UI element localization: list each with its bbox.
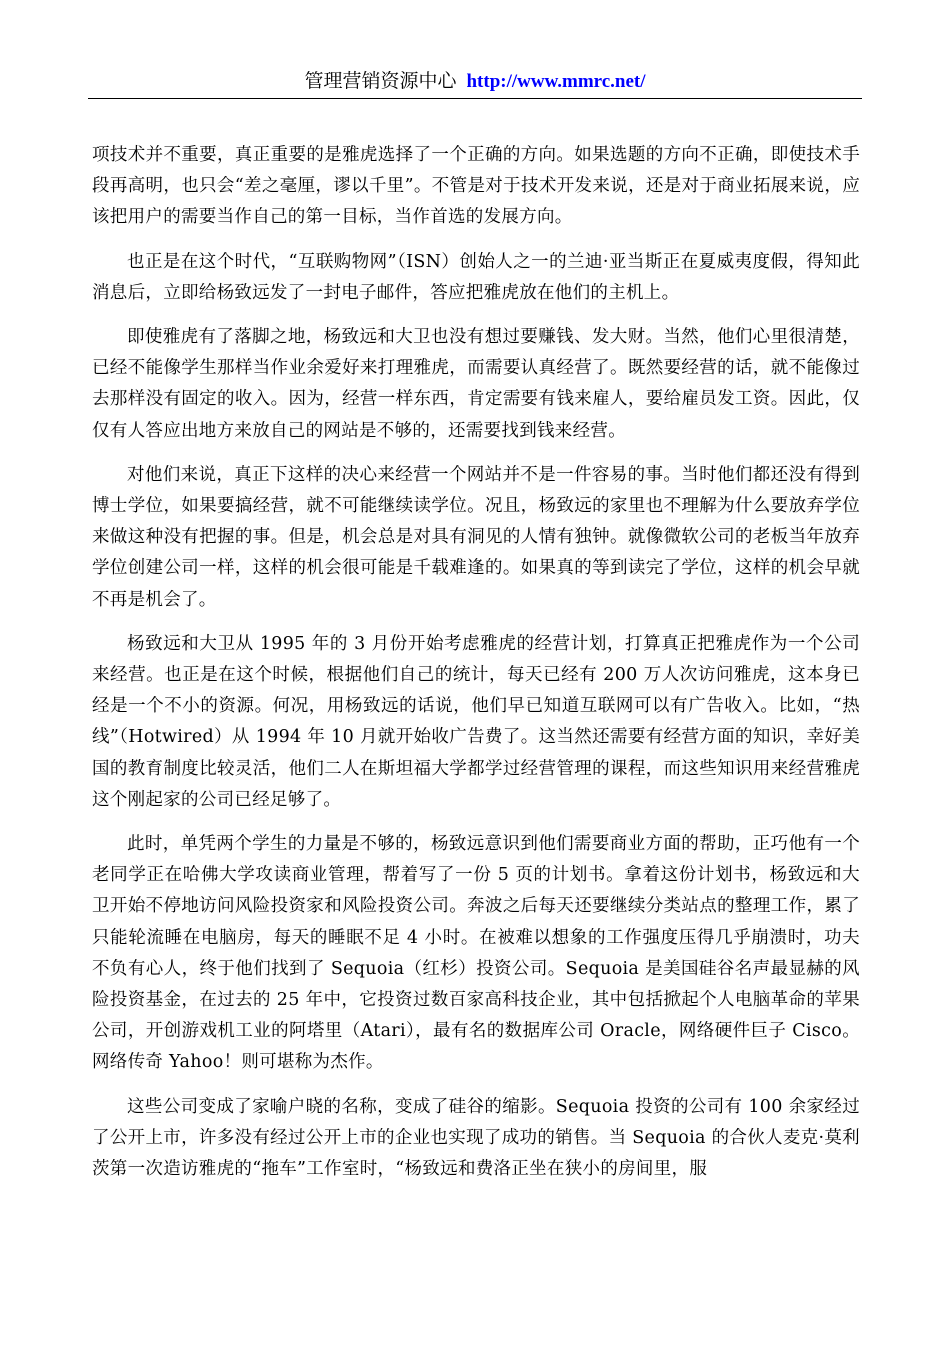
page-header	[88, 64, 862, 99]
header-url-link[interactable]: http://www.mmrc.net/	[466, 71, 646, 92]
paragraph: 此时，单凭两个学生的力量是不够的，杨致远意识到他们需要商业方面的帮助，正巧他有一个老同学正在哈佛大学攻读商业管理，帮着写了一份 5 页的计划书。拿着这份计划书，杨致远和大卫开始不停地访问风险投资家和风险投资公司。奔波之后每天还要继续分类站点的整理工作，累了只能轮流睡在电脑房，每天的睡眠不足 4 小时。在被难以想象的工作强度压得几乎崩溃时，功夫不负有心人，终于他们找到了 Sequoia（红杉）投资公司。Sequoia 是美国硅谷名声最显赫的风险投资基金，在过去的 25 年中，它投资过数百家高科技企业，其中包括掀起个人电脑革命的苹果公司，开创游戏机工业的阿塔里（Atari），最有名的数据库公司 Oracle，网络硬件巨子 Cisco。网络传奇 Yahoo！则可堪称为杰作。	[92, 834, 860, 1073]
paragraph: 即使雅虎有了落脚之地，杨致远和大卫也没有想过要赚钱、发大财。当然，他们心里很清楚，已经不能像学生那样当作业余爱好来打理雅虎，而需要认真经营了。既然要经营的话，就不能像过去那样没有固定的收入。因为，经营一样东西，肯定需要有钱来雇人，要给雇员发工资。因此，仅仅有人答应出地方来放自己的网站是不够的，还需要找到钱来经营。	[92, 327, 860, 441]
paragraph-continued: 项技术并不重要，真正重要的是雅虎选择了一个正确的方向。如果选题的方向不正确，即使技术手段再高明，也只会“差之毫厘，谬以千里”。不管是对于技术开发来说，还是对于商业拓展来说，应该把用户的需要当作自己的第一目标，当作首选的发展方向。	[92, 145, 860, 228]
paragraph: 也正是在这个时代，“互联购物网”（ISN）创始人之一的兰迪·亚当斯正在夏威夷度假，得知此消息后，立即给杨致远发了一封电子邮件，答应把雅虎放在他们的主机上。	[92, 251, 860, 303]
paragraph: 杨致远和大卫从 1995 年的 3 月份开始考虑雅虎的经营计划，打算真正把雅虎作为一个公司来经营。也正是在这个时候，根据他们自己的统计，每天已经有 200 万人次访问雅虎，这本身已经是一个不小的资源。何况，用杨致远的话说，他们早已知道互联网可以有广告收入。比如，“热线”（Hotwired）从 1994 年 10 月就开始收广告费了。这当然还需要有经营方面的知识，幸好美国的教育制度比较灵活，他们二人在斯坦福大学都学过经营管理的课程，而这些知识用来经营雅虎这个刚起家的公司已经足够了。	[92, 633, 860, 810]
document-body	[92, 140, 860, 1198]
paragraph: 这些公司变成了家喻户晓的名称，变成了硅谷的缩影。Sequoia 投资的公司有 100 余家经过了公开上市，许多没有经过公开上市的企业也实现了成功的销售。当 Sequoia 的合伙人麦克·莫利茨第一次造访雅虎的“拖车”工作室时，“杨致远和费洛正坐在狭小的房间里，服	[92, 1096, 860, 1180]
paragraph: 对他们来说，真正下这样的决心来经营一个网站并不是一件容易的事。当时他们都还没有得到博士学位，如果要搞经营，就不可能继续读学位。况且，杨致远的家里也不理解为什么要放弃学位来做这种没有把握的事。但是，机会总是对具有洞见的人情有独钟。就像微软公司的老板当年放弃学位创建公司一样，这样的机会很可能是千载难逢的。如果真的等到读完了学位，这样的机会早就不再是机会了。	[92, 464, 860, 610]
header-title: 管理营销资源中心	[304, 70, 457, 92]
